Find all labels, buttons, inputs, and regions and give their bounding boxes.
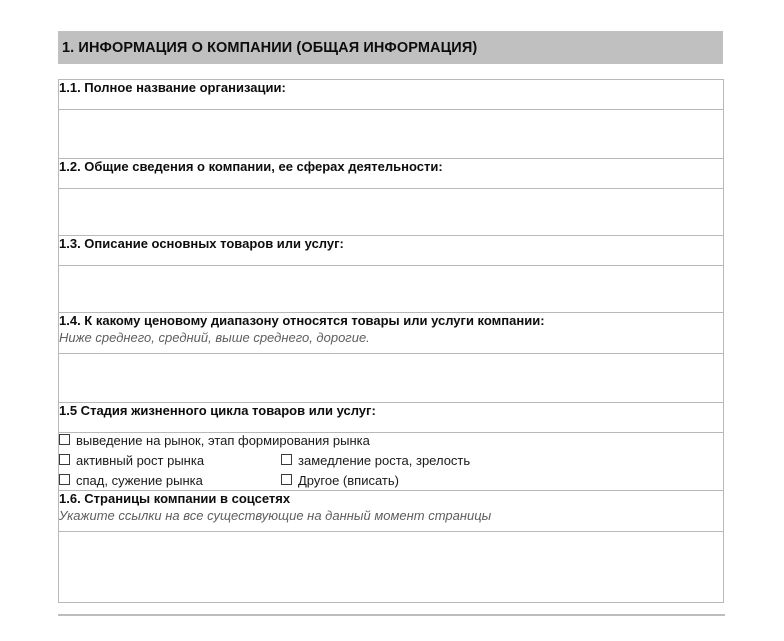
checkbox-option-slowdown-maturity[interactable] [281, 453, 723, 470]
question-title: 1.3. Описание основных товаров или услуг: [59, 236, 344, 251]
checkbox-icon[interactable] [59, 454, 70, 465]
table-row [59, 266, 724, 313]
question-title: 1.4. К какому ценовому диапазону относятся товары или услуги компании: [59, 313, 545, 328]
question-title: 1.2. Общие сведения о компании, ее сферах деятельности: [59, 159, 443, 174]
checkbox-label: замедление роста, зрелость [298, 452, 471, 468]
checkbox-label: спад, сужение рынка [76, 472, 203, 488]
lifecycle-options-cell [59, 433, 724, 491]
table-row [59, 490, 724, 531]
checkbox-icon[interactable] [59, 474, 70, 485]
checkbox-option-other[interactable] [281, 473, 723, 490]
checkbox-label: Другое (вписать) [298, 472, 399, 488]
checkbox-option-decline[interactable] [59, 473, 281, 490]
checkbox-icon[interactable] [59, 434, 70, 445]
question-label-1-5 [59, 403, 724, 433]
table-row [59, 313, 724, 354]
checkbox-option-market-launch[interactable] [59, 433, 723, 450]
question-label-1-4 [59, 313, 724, 354]
checkbox-option-active-growth[interactable] [59, 453, 281, 470]
question-hint: Ниже среднего, средний, выше среднего, дорогие. [59, 330, 370, 346]
questionnaire-table [58, 79, 724, 603]
answer-field-1-4[interactable] [59, 354, 724, 403]
answer-field-1-2[interactable] [59, 189, 724, 236]
table-row [59, 159, 724, 189]
question-label-1-2 [59, 159, 724, 189]
question-title: 1.1. Полное название организации: [59, 80, 286, 95]
table-row [59, 80, 724, 110]
question-label-1-3 [59, 236, 724, 266]
table-row [59, 236, 724, 266]
section-banner [58, 31, 723, 64]
checkbox-icon[interactable] [281, 454, 292, 465]
checkbox-label: выведение на рынок, этап формирования рынка [76, 433, 370, 448]
question-title: 1.6. Страницы компании в соцсетях [59, 490, 291, 506]
table-row [59, 403, 724, 433]
bottom-divider [58, 614, 725, 616]
answer-field-1-1[interactable] [59, 110, 724, 159]
answer-field-1-6[interactable] [59, 531, 724, 602]
table-row [59, 110, 724, 159]
section-banner-title: 1. ИНФОРМАЦИЯ О КОМПАНИИ (ОБЩАЯ ИНФОРМАЦИЯ) [62, 39, 478, 56]
question-label-1-6 [59, 490, 724, 531]
question-hint: Укажите ссылки на все существующие на данный момент страницы [59, 507, 492, 523]
question-label-1-1 [59, 80, 724, 110]
table-row [59, 189, 724, 236]
question-title: 1.5 Стадия жизненного цикла товаров или услуг: [59, 403, 376, 418]
answer-field-1-3[interactable] [59, 266, 724, 313]
lifecycle-options-grid [59, 433, 723, 490]
checkbox-label: активный рост рынка [76, 452, 205, 468]
checkbox-icon[interactable] [281, 474, 292, 485]
table-row [59, 433, 724, 491]
table-row [59, 354, 724, 403]
table-row [59, 531, 724, 602]
